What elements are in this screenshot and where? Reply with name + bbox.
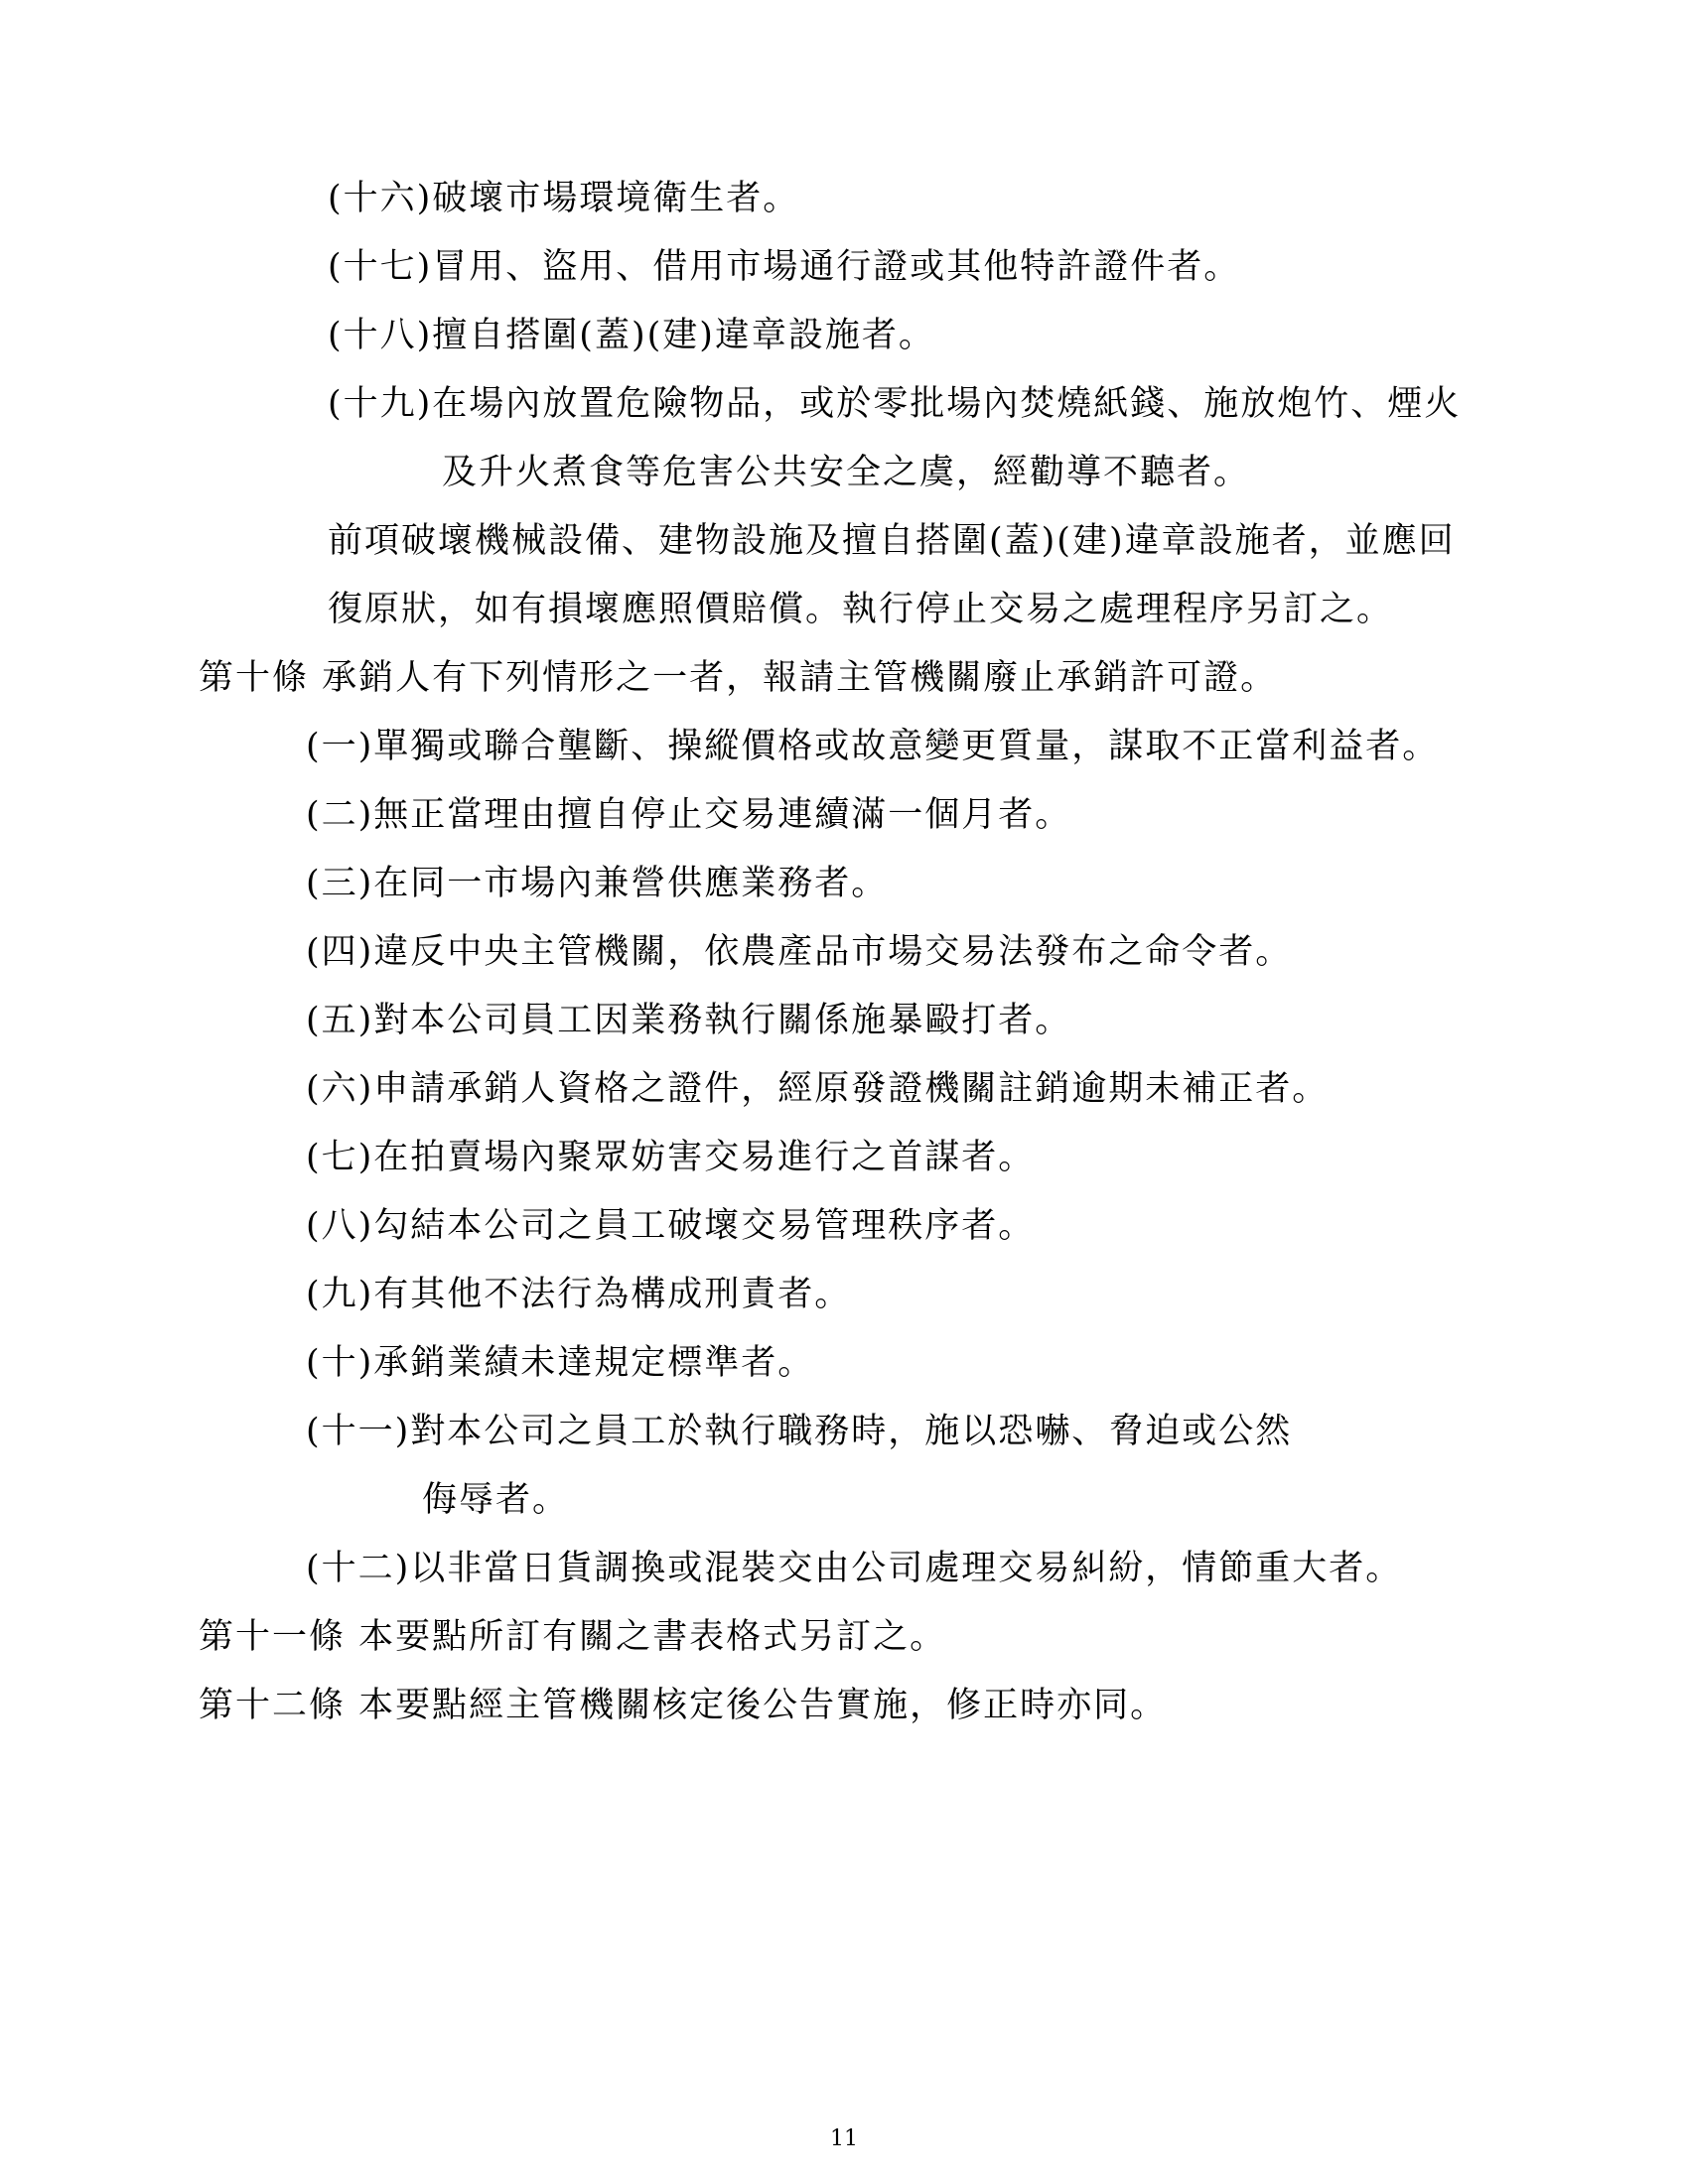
article-10-item-12: (十二)以非當日貨調換或混裝交由公司處理交易糾紛，情節重大者。 — [306, 1549, 1403, 1588]
article-10-item-5: (五)對本公司員工因業務執行關係施暴毆打者。 — [306, 1001, 1072, 1040]
article-10-item-11-continuation: 侮辱者。 — [422, 1480, 570, 1520]
restoration-paragraph: 前項破壞機械設備、建物設施及擅自搭圍(蓋)(建)違章設施者，並應回 — [328, 521, 1456, 561]
article-10-item-7: (七)在拍賣場內聚眾妨害交易進行之首謀者。 — [306, 1138, 1036, 1177]
article-10-item-6: (六)申請承銷人資格之證件，經原發證機關註銷逾期未補正者。 — [306, 1069, 1330, 1109]
article-10-item-11: (十一)對本公司之員工於執行職務時，施以恐嚇、脅迫或公然 — [306, 1412, 1293, 1451]
clause-16: (十六)破壞市場環境衛生者。 — [328, 179, 800, 218]
clause-19: (十九)在場內放置危險物品，或於零批場內焚燒紙錢、施放炮竹、煙火 — [328, 384, 1462, 424]
article-10-item-1: (一)單獨或聯合壟斷、操縱價格或故意變更質量，謀取不正當利益者。 — [306, 727, 1440, 766]
article-10-item-4: (四)違反中央主管機關，依農產品市場交易法發布之命令者。 — [306, 932, 1293, 972]
article-11: 第十一條 本要點所訂有關之書表格式另訂之。 — [199, 1617, 947, 1657]
restoration-paragraph-continuation: 復原狀，如有損壞應照價賠償。執行停止交易之處理程序另訂之。 — [328, 590, 1394, 629]
clause-17: (十七)冒用、盜用、借用市場通行證或其他特許證件者。 — [328, 247, 1241, 287]
page-number: 11 — [830, 2126, 858, 2151]
article-10-item-8: (八)勾結本公司之員工破壞交易管理秩序者。 — [306, 1206, 1036, 1246]
article-10-item-2: (二)無正當理由擅自停止交易連續滿一個月者。 — [306, 795, 1072, 835]
article-10-heading: 第十條 承銷人有下列情形之一者，報請主管機關廢止承銷許可證。 — [199, 658, 1278, 698]
article-12: 第十二條 本要點經主管機關核定後公告實施，修正時亦同。 — [199, 1686, 1168, 1725]
clause-18: (十八)擅自搭圍(蓋)(建)違章設施者。 — [328, 316, 935, 355]
article-10-item-3: (三)在同一市場內兼營供應業務者。 — [306, 864, 889, 903]
article-10-item-10: (十)承銷業績未達規定標準者。 — [306, 1343, 815, 1383]
article-10-item-9: (九)有其他不法行為構成刑責者。 — [306, 1275, 852, 1314]
clause-19-continuation: 及升火煮食等危害公共安全之虞，經勸導不聽者。 — [442, 453, 1251, 492]
